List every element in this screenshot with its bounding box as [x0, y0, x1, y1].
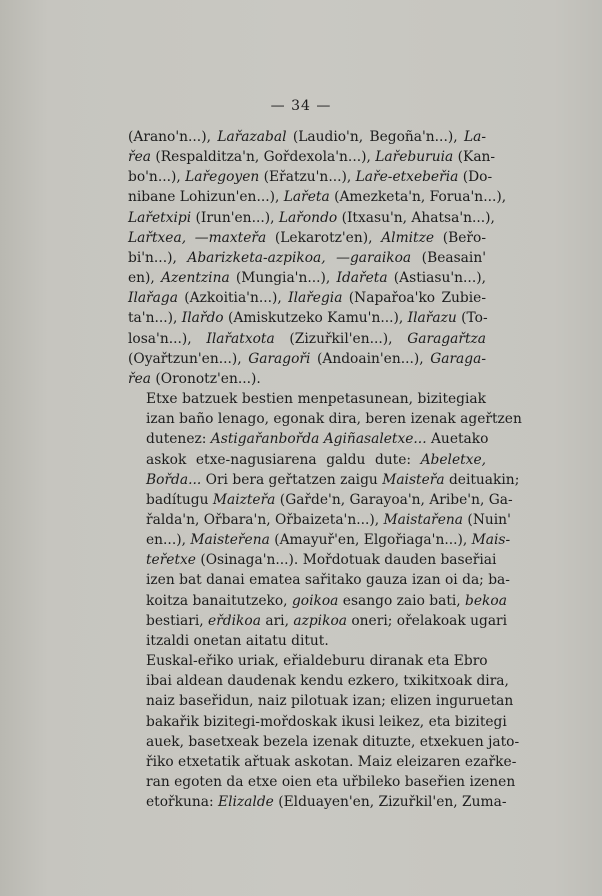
text-line: badítugu Maizteřa (Gařde'n, Garayoa'n, Aribe'n, Ga-: [146, 491, 513, 508]
page-number: — 34 —: [270, 98, 332, 114]
body-text: [128, 127, 522, 812]
text-line: řea (Oronotz'en...).: [128, 370, 261, 387]
text-line: bestiari, eřdikoa ari, azpikoa oneri; ořelakoak ugari: [146, 612, 508, 629]
text-line: izan baño lenago, egonak dira, beren izenak ageřtzen: [146, 411, 522, 428]
paragraph-1: [128, 127, 507, 389]
text-line: Euskal-eřiko uriak, eřialdeburu diranak eta Ebro: [146, 653, 488, 670]
text-line: etořkuna: Elizalde (Elduayen'en, Zizuřkil'en, Zuma-: [146, 794, 507, 811]
text-line: en...), Maisteřena (Amayuř'en, Elgořiaga'n...), Mais-: [146, 532, 511, 549]
text-line: askok etxe-nagusiarena galdu dute: Abeletxe,: [146, 451, 486, 468]
text-line: (Oyařtzun'en...), Garagoři (Andoain'en...), Garaga-: [128, 350, 486, 367]
text-line: losa'n...), Ilařatxota (Zizuřkil'en...), Garagařtza: [128, 330, 487, 347]
text-line: ibai aldean daudenak kendu ezkero, txikitxoak dira,: [146, 673, 509, 690]
text-line: auek, basetxeak bezela izenak dituzte, etxekuen jato-: [146, 733, 520, 750]
text-line: en), Azentzina (Mungia'n...), Idařeta (Astiasu'n...),: [128, 270, 486, 287]
text-line: řiko etxetatik ařtuak askotan. Maiz eleizaren ezařke-: [146, 753, 517, 770]
text-line: koitza banaitutzeko, goikoa esango zaio bati, bekoa: [146, 592, 507, 609]
text-line: ta'n...), Ilařdo (Amiskutzeko Kamu'n...), Ilařazu (To-: [128, 310, 488, 327]
text-line: Lařetxipi (Irun'en...), Lařondo (Itxasu'n, Ahatsa'n...),: [128, 209, 495, 226]
text-line: Ilařaga (Azkoitia'n...), Ilařegia (Napařoa'ko Zubie-: [128, 290, 486, 307]
text-line: bi'n...), Abarizketa-azpikoa, —garaikoa (Beasain': [128, 249, 486, 266]
text-line: Bořda... Ori bera geřtatzen zaigu Maisteřa deituakin;: [146, 471, 520, 488]
text-line: Etxe batzuek bestien menpetasunean, bizitegiak: [146, 391, 486, 408]
text-line: řea (Respalditza'n, Gořdexola'n...), Lařeburuia (Kan-: [128, 149, 496, 166]
text-line: itzaldi onetan aitatu ditut.: [146, 632, 329, 649]
text-line: nibane Lohizun'en...), Lařeta (Amezketa'n, Forua'n...),: [128, 189, 507, 206]
text-line: řalda'n, Ořbara'n, Ořbaizeta'n...), Maistařena (Nuin': [146, 511, 511, 528]
text-line: izen bat danai ematea sařitako gauza izan oi da; ba-: [146, 572, 510, 589]
text-line: bakařik bizitegi-mořdoskak ikusi leikez, eta bizitegi: [146, 713, 507, 730]
text-line: naiz baseřidun, naiz pilotuak izan; elizen inguruetan: [146, 693, 514, 710]
text-line: teřetxe (Osinaga'n...). Mořdotuak dauden baseřiai: [146, 552, 497, 569]
text-line: ran egoten da etxe oien eta uřbileko baseřien izenen: [146, 774, 516, 790]
text-line: (Arano'n...), Lařazabal (Laudio'n, Begoña'n...), La-: [128, 129, 486, 145]
paragraph-3: [128, 651, 520, 812]
text-line: bo'n...), Lařegoyen (Eřatzu'n...), Laře-etxebeřia (Do-: [128, 169, 493, 186]
text-line: Lařtxea, —maxteřa (Lekarotz'en), Almitze (Beřo-: [128, 229, 486, 246]
paragraph-2: [128, 389, 522, 651]
text-line: dutenez: Astigařanbořda Agiñasaletxe... Auetako: [146, 431, 489, 448]
